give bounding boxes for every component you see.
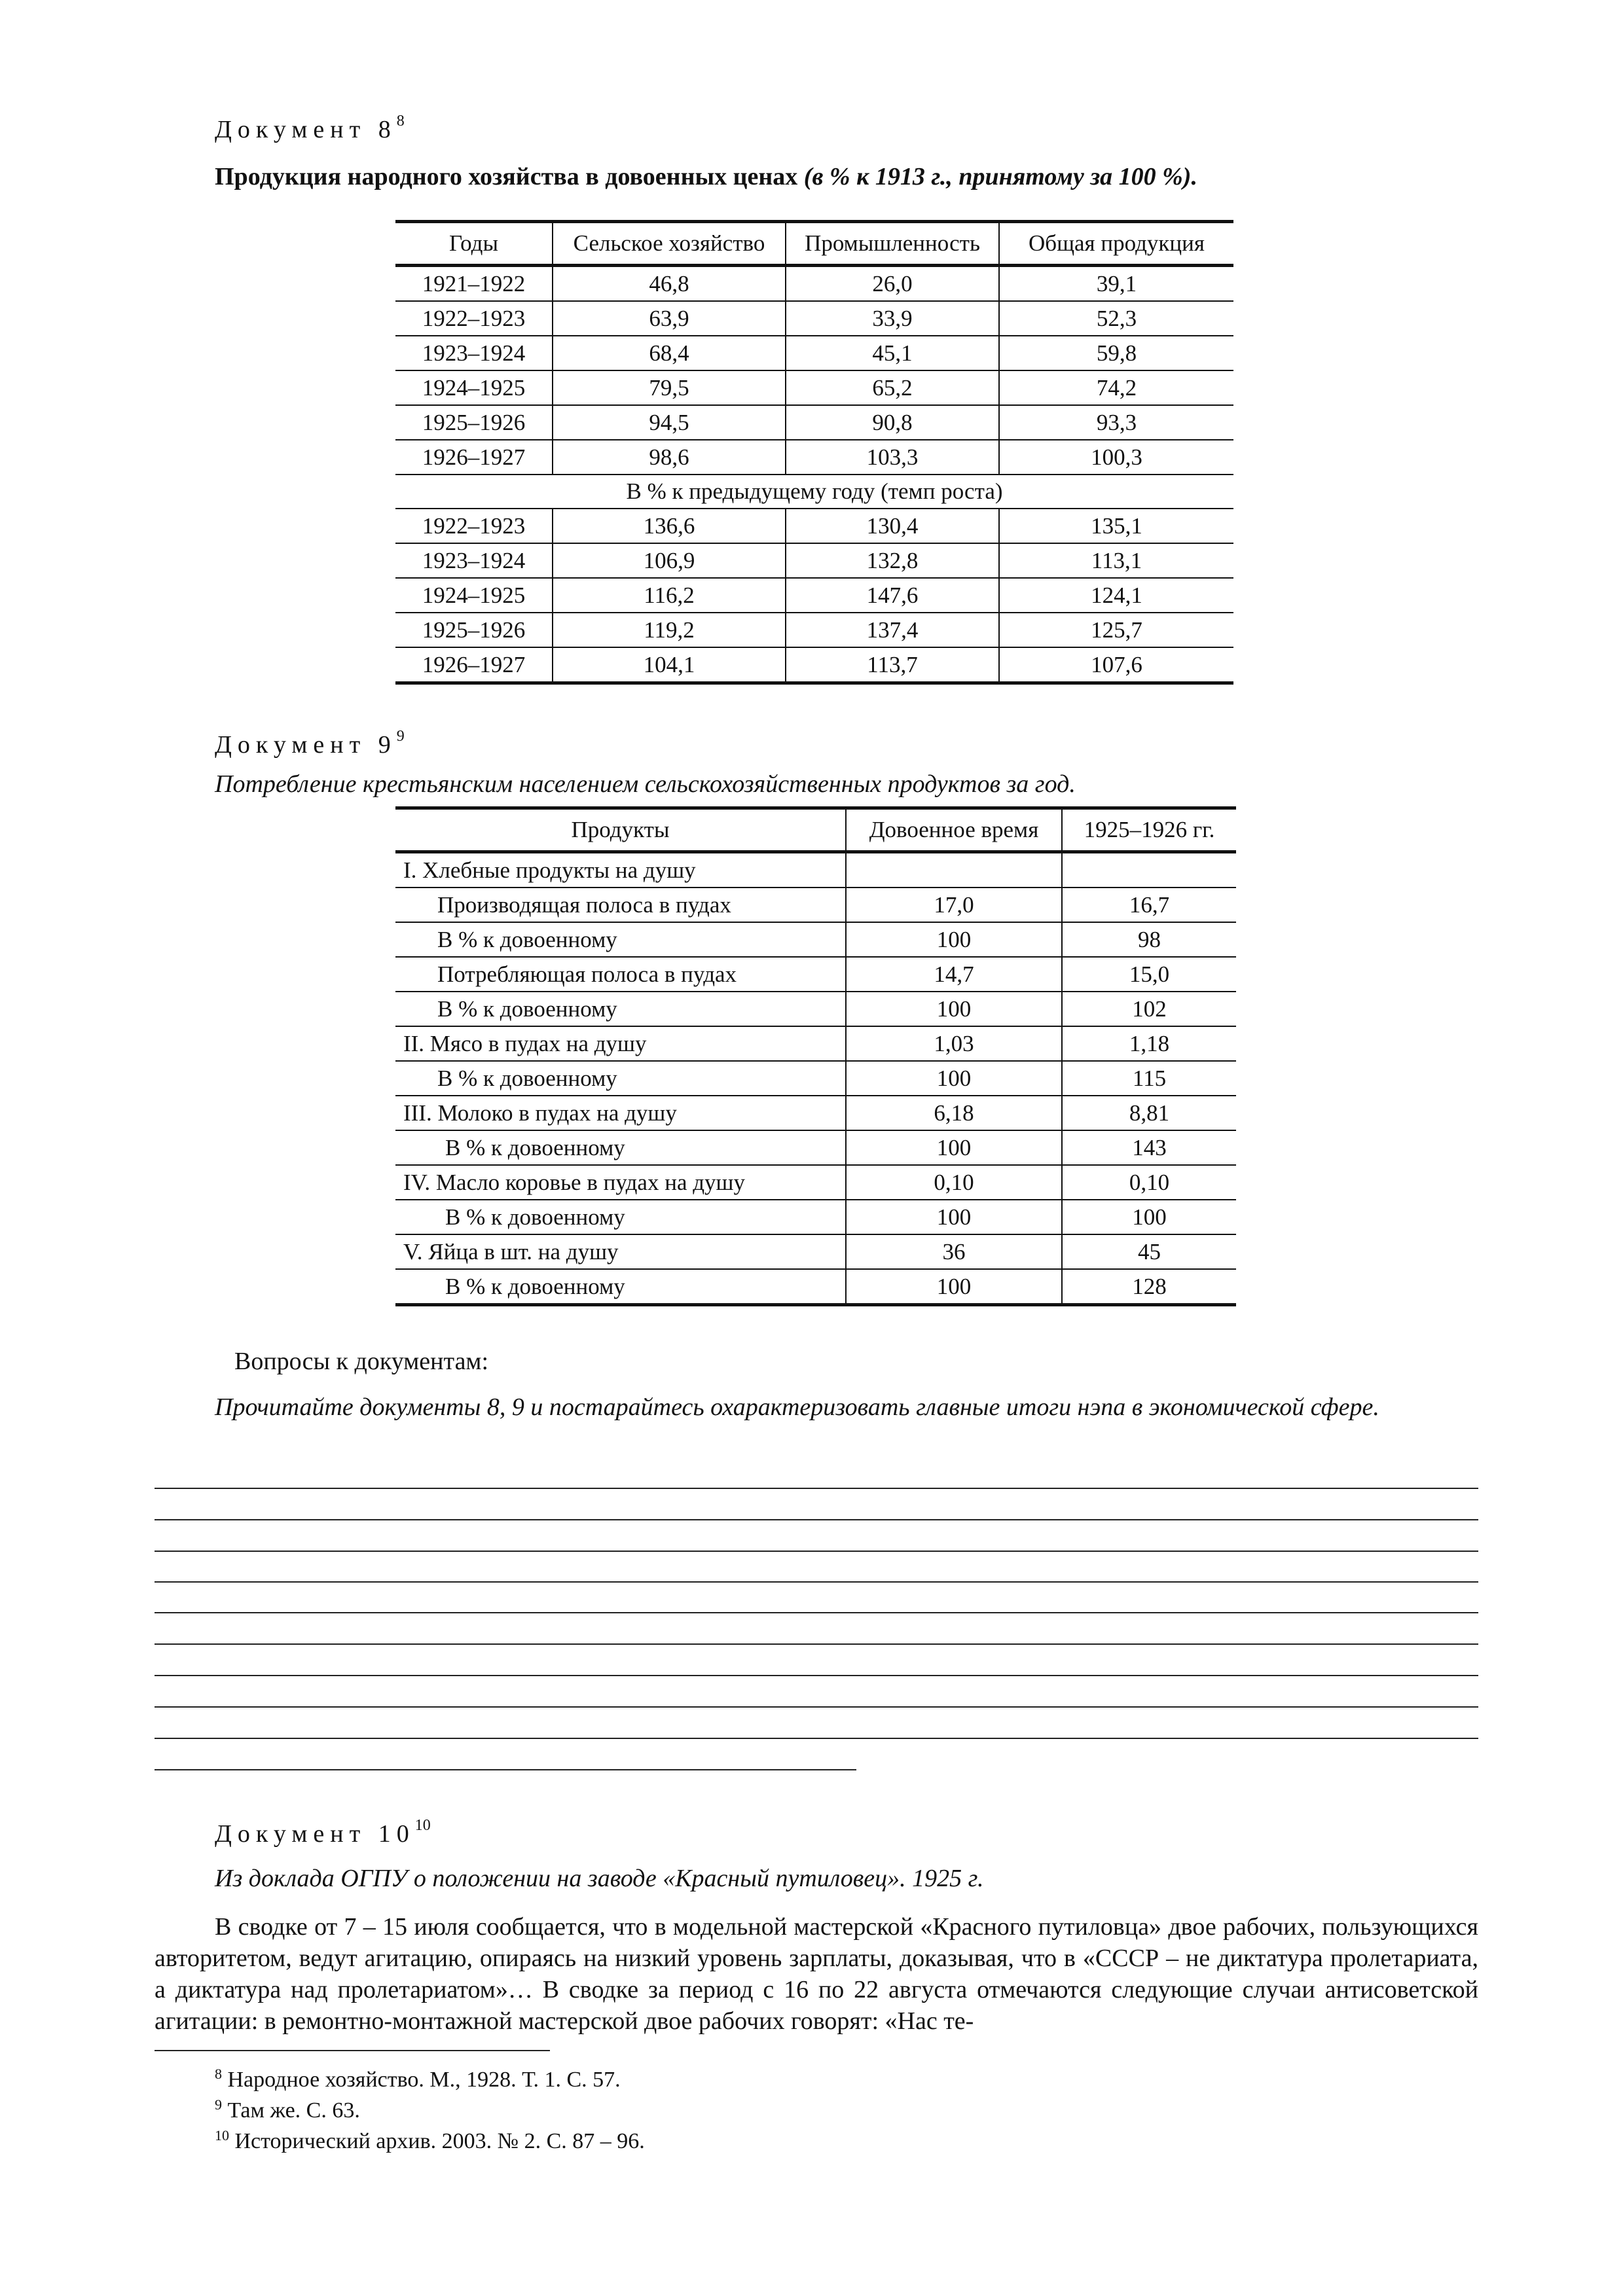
table-cell: 68,4 [553, 336, 786, 370]
table-row [395, 957, 1236, 992]
doc9-caption: Потребление крестьянским населением сельскохозяйственных продуктов за год. [215, 770, 1076, 798]
footnote-item [215, 2123, 645, 2154]
table-cell: 17,0 [846, 888, 1062, 922]
doc10-ref: 10 [414, 1817, 431, 1834]
table-cell: 36 [846, 1234, 1062, 1269]
table-row [395, 888, 1236, 922]
table-cell: 6,18 [846, 1096, 1062, 1130]
table-cell: 1923–1924 [395, 336, 553, 370]
table-cell: 1924–1925 [395, 370, 553, 405]
doc8-table-header [395, 222, 1233, 266]
footnote-separator [155, 2050, 550, 2051]
table-row [395, 647, 1233, 683]
table-cell [846, 852, 1062, 888]
text-fragment: 9 [215, 2096, 222, 2113]
table-cell: 143 [1062, 1130, 1236, 1165]
table-cell: 0,10 [1062, 1165, 1236, 1200]
footnote-item [215, 2062, 645, 2092]
table-row [395, 1026, 1236, 1061]
table-row [395, 405, 1233, 440]
table-cell: 124,1 [999, 578, 1233, 613]
text-fragment: Исторический архив. 2003. № 2. С. 87 – 96. [229, 2129, 645, 2153]
doc9-table [395, 806, 1236, 1306]
table-cell: 104,1 [553, 647, 786, 683]
table-cell: 147,6 [786, 578, 999, 613]
table-cell: 1925–1926 [395, 613, 553, 647]
table-cell: 59,8 [999, 336, 1233, 370]
table-subheading: В % к предыдущему году (темп роста) [395, 475, 1233, 509]
table-cell: 94,5 [553, 405, 786, 440]
table-row [395, 578, 1233, 613]
doc10-caption: Из доклада ОГПУ о положении на заводе «Красный путиловец». 1925 г. [215, 1865, 984, 1892]
table-row [395, 1130, 1236, 1165]
table-cell: IV. Масло коровье в пудах на душу [395, 1165, 846, 1200]
table-cell: 90,8 [786, 405, 999, 440]
footnote-item [215, 2092, 645, 2123]
answer-line[interactable] [155, 1769, 856, 1770]
table-cell: В % к довоенному [395, 1130, 846, 1165]
table-cell: 45 [1062, 1234, 1236, 1269]
table-cell: 65,2 [786, 370, 999, 405]
table-cell: 1924–1925 [395, 578, 553, 613]
table-row [395, 266, 1233, 302]
table-cell: 1922–1923 [395, 509, 553, 543]
table-row [395, 992, 1236, 1026]
answer-line[interactable] [155, 1643, 1478, 1645]
answer-line[interactable] [155, 1488, 1478, 1489]
table-cell: 93,3 [999, 405, 1233, 440]
doc10-paragraph: В сводке от 7 – 15 июля сообщается, что в модельной мастерской «Красного путиловца» двое рабочих, пользующихся авторитетом, ведут агитацию, опираясь на низкий уровень зарплаты, доказывая, что в «СССР – не диктатура пролетариата, а диктатура над пролетариатом»… В сводке за период с 16 по 22 августа отмечаются следующие случаи антисоветской агитации: в ремонтно-монтажной мастерской двое рабочих говорят: «Нас те- [155, 1913, 1478, 2035]
table-cell: 15,0 [1062, 957, 1236, 992]
text-fragment: (в % к 1913 г., принятому за 100 %). [797, 163, 1197, 190]
doc9-ref: 9 [396, 728, 405, 745]
table-cell: 1925–1926 [395, 405, 553, 440]
questions-title: Вопросы к документам: [234, 1348, 489, 1375]
table-cell: 113,7 [786, 647, 999, 683]
header-cell: Сельское хозяйство [553, 222, 786, 266]
table-cell: 16,7 [1062, 888, 1236, 922]
text-fragment: Продукция народного хозяйства в довоенных ценах [215, 163, 798, 190]
table-cell: 113,1 [999, 543, 1233, 578]
table-cell: В % к довоенному [395, 1061, 846, 1096]
table-row [395, 301, 1233, 336]
table-cell: 52,3 [999, 301, 1233, 336]
table-cell: 128 [1062, 1269, 1236, 1305]
answer-line[interactable] [155, 1675, 1478, 1676]
table-row [395, 1200, 1236, 1234]
header-cell: Продукты [395, 808, 846, 852]
text-fragment: 8 [215, 2066, 222, 2082]
text-fragment: Документ 9 [215, 731, 397, 759]
table-cell: 116,2 [553, 578, 786, 613]
answer-line[interactable] [155, 1551, 1478, 1552]
table-cell: Производящая полоса в пудах [395, 888, 846, 922]
table-cell: 100,3 [999, 440, 1233, 475]
table-cell: 132,8 [786, 543, 999, 578]
table-cell: В % к довоенному [395, 1269, 846, 1305]
text-fragment: Народное хозяйство. М., 1928. Т. 1. С. 57. [222, 2068, 621, 2092]
table-row [395, 336, 1233, 370]
text-fragment: Там же. С. 63. [222, 2098, 360, 2123]
table-cell: 100 [846, 1200, 1062, 1234]
table-cell: 100 [846, 1061, 1062, 1096]
table-cell: Потребляющая полоса в пудах [395, 957, 846, 992]
table-row [395, 922, 1236, 957]
table-row [395, 1234, 1236, 1269]
footnotes [215, 2062, 645, 2154]
table-cell: 100 [846, 1130, 1062, 1165]
table-cell: 1926–1927 [395, 647, 553, 683]
header-cell: Довоенное время [846, 808, 1062, 852]
table-row [395, 613, 1233, 647]
doc8-heading [215, 113, 405, 144]
table-row [395, 440, 1233, 475]
table-row [395, 509, 1233, 543]
table-cell: 1922–1923 [395, 301, 553, 336]
table-cell: 107,6 [999, 647, 1233, 683]
text-fragment: Документ 8 [215, 116, 397, 143]
table-cell: I. Хлебные продукты на душу [395, 852, 846, 888]
answer-line[interactable] [155, 1738, 1478, 1739]
table-cell: 1921–1922 [395, 266, 553, 302]
table-cell: В % к довоенному [395, 992, 846, 1026]
table-cell: 39,1 [999, 266, 1233, 302]
doc8-table [395, 220, 1233, 685]
table-cell: 130,4 [786, 509, 999, 543]
header-cell: Общая продукция [999, 222, 1233, 266]
table-row [395, 852, 1236, 888]
table-row [395, 1165, 1236, 1200]
answer-line[interactable] [155, 1706, 1478, 1708]
table-cell: В % к довоенному [395, 922, 846, 957]
table-cell: 106,9 [553, 543, 786, 578]
answer-line[interactable] [155, 1581, 1478, 1583]
table-cell: 33,9 [786, 301, 999, 336]
table-row [395, 543, 1233, 578]
table-row [395, 1096, 1236, 1130]
header-cell: 1925–1926 гг. [1062, 808, 1236, 852]
table-cell: 45,1 [786, 336, 999, 370]
doc8-caption [215, 162, 1197, 191]
table-cell: 8,81 [1062, 1096, 1236, 1130]
table-cell: 100 [846, 1269, 1062, 1305]
table-cell: 100 [1062, 1200, 1236, 1234]
table-cell: III. Молоко в пудах на душу [395, 1096, 846, 1130]
table-cell: 136,6 [553, 509, 786, 543]
questions-prompt: Прочитайте документы 8, 9 и постарайтесь охарактеризовать главные итоги нэпа в экономической сфере. [215, 1393, 1379, 1421]
table-row [395, 370, 1233, 405]
table-cell: 119,2 [553, 613, 786, 647]
table-cell: 1,03 [846, 1026, 1062, 1061]
doc8-ref: 8 [396, 113, 405, 130]
table-cell: 79,5 [553, 370, 786, 405]
table-cell: V. Яйца в шт. на душу [395, 1234, 846, 1269]
table-cell: 0,10 [846, 1165, 1062, 1200]
table-row [395, 1269, 1236, 1305]
table-cell: 102 [1062, 992, 1236, 1026]
answer-line[interactable] [155, 1519, 1478, 1520]
header-cell: Промышленность [786, 222, 999, 266]
answer-line[interactable] [155, 1612, 1478, 1613]
table-cell: 1923–1924 [395, 543, 553, 578]
table-cell: 103,3 [786, 440, 999, 475]
table-cell: 135,1 [999, 509, 1233, 543]
table-cell: 100 [846, 992, 1062, 1026]
table-row [395, 1061, 1236, 1096]
doc10-heading [215, 1817, 431, 1848]
table-cell: 63,9 [553, 301, 786, 336]
table-cell: 115 [1062, 1061, 1236, 1096]
table-cell: 46,8 [553, 266, 786, 302]
table-cell: 100 [846, 922, 1062, 957]
table-cell: II. Мясо в пудах на душу [395, 1026, 846, 1061]
table-cell: 1,18 [1062, 1026, 1236, 1061]
table-cell: 26,0 [786, 266, 999, 302]
table-cell: 74,2 [999, 370, 1233, 405]
table-cell: 1926–1927 [395, 440, 553, 475]
table-cell: В % к довоенному [395, 1200, 846, 1234]
table-cell [1062, 852, 1236, 888]
header-cell: Годы [395, 222, 553, 266]
table-subheading-row [395, 475, 1233, 509]
table-cell: 137,4 [786, 613, 999, 647]
table-cell: 125,7 [999, 613, 1233, 647]
table-cell: 98,6 [553, 440, 786, 475]
text-fragment: Документ 10 [215, 1820, 415, 1848]
text-fragment: 10 [215, 2127, 229, 2144]
table-cell: 98 [1062, 922, 1236, 957]
doc9-table-header [395, 808, 1236, 852]
table-cell: 14,7 [846, 957, 1062, 992]
doc9-heading [215, 728, 405, 759]
